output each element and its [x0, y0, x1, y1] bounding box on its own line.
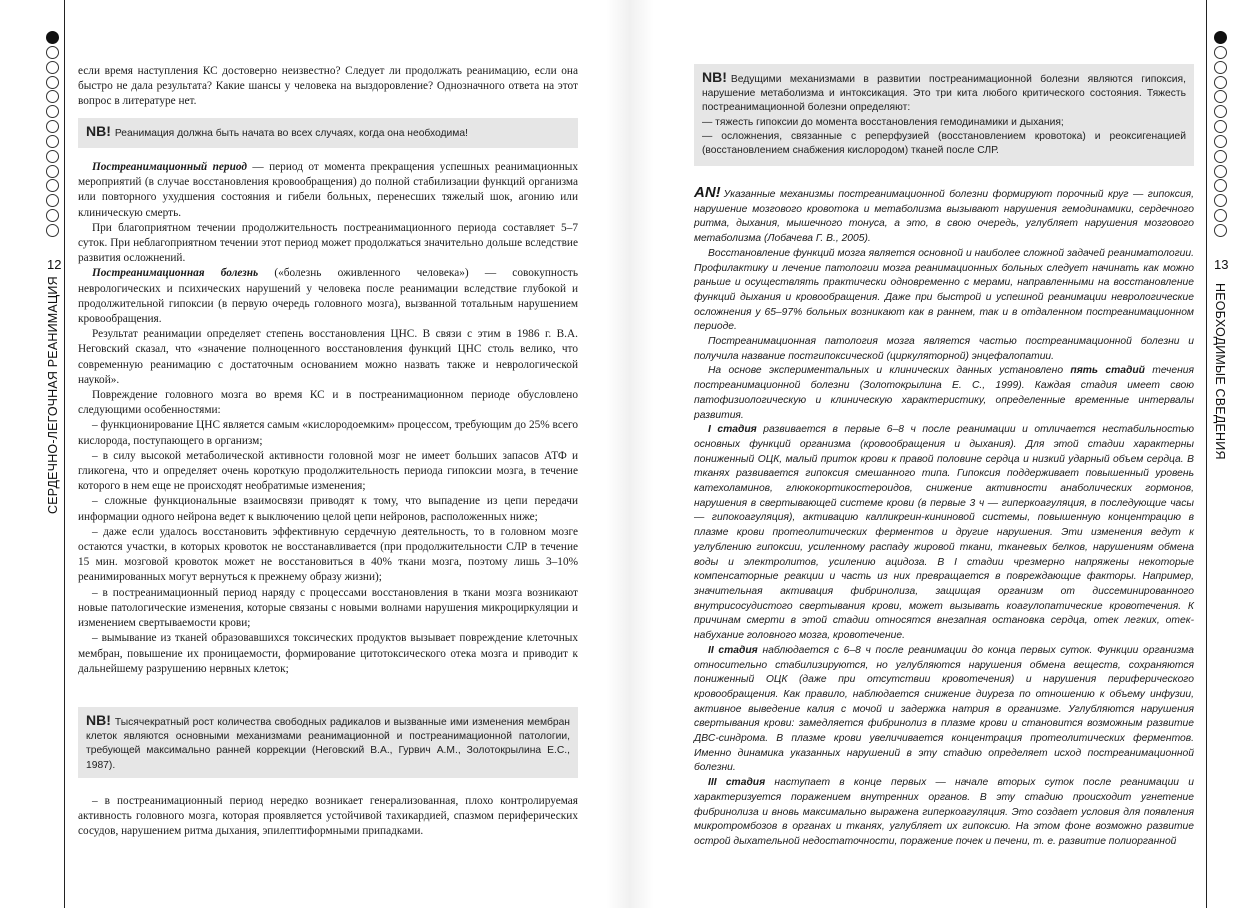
empty-dot: [46, 105, 59, 118]
empty-dot: [46, 135, 59, 148]
paragraph: Восстановление функций мозга является основной и наиболее сложной задачей реаниматологии. Профилактику и лечение патологии мозга реанимационных больных следует начинать как можно раньше и осуществлять практически одновременно с мерами, направленными на восстановление функций дыхания и кровообращения. Даже при быстрой и успешной реанимации неврологические осложнения у 65–97% больных возникают как в раннем, так и в отдаленном постреанимационном периоде.: [694, 247, 1194, 333]
empty-dot: [1214, 76, 1227, 89]
right-page-number: 13: [1214, 257, 1229, 272]
stage-text: развивается в первые 6–8 ч после реанимации и отличается нестабильностью основных функций организма (кровообращения и дыхания). Для этой стадии характерны пониженный ОЦК, малый приток крови к правой половине сердца и низкий ударный объем сердца. В тканях развивается гипоксия смешанного типа. Гипоксия поддерживает повышенный уровень катехоламинов, глюкокортикостероидов, снижение активности анаболических гормонов, нарушения в свертывающей системе крови (в первые 3 ч — гиперкоагуляция, в последующие часы — гипокоагуляция), активацию калликреин-кининовой системы, повышенную концентрацию в плазме крови протеолитических ферментов и другие нарушения. Эти изменения ведут к углублению гипоксии, усиленному распаду жировой ткани, тканевых белков, нарушениям обмена воды и электролитов, усилению ацидоза. В I стадии чрезмерно напряжены некоторые компенсаторные реакции и часть из них превращается в повреждающие факторы. Например, значительная активация фибринолиза, защищая организм от диссеминированного внутрисосудистого свертывания крови, может вызывать коагулопатические кровотечения. К причинам смерти в этой стадии относятся внезапная остановка сердца, отек легких, отек-набухание головного мозга, кровотечение.: [694, 424, 1194, 642]
stage-text: наблюдается с 6–8 ч после реанимации до конца первых суток. Функции организма относительно стабилизируются, но углубляются нарушения обмена веществ, сохраняются пониженный ОЦК (даже при отсутствии кровотечения) и нарушения периферического кровообращения. Как правило, наблюдается снижение диуреза по отношению к объему инфузии, активное выведение калия с мочой и задержка натрия в организме. Углубляются нарушения свертывания крови: замедляется фибринолиз в плазме крови и становится возможным развитие ДВС-синдрома. В плазме крови увеличивается концентрация протеолитических ферментов. Именно динамика указанных нарушений в эту стадию определяет исход постреанимационной болезни.: [694, 644, 1194, 774]
empty-dot: [1214, 120, 1227, 133]
list-item: – сложные функциональные взаимосвязи приводят к тому, что выпадение из цепи передачи информации одного нейрона ведет к выключению целой цепи нейронов, расположенных ниже;: [78, 495, 578, 523]
an-text: Указанные механизмы постреанимационной болезни формируют порочный круг — гипоксия, нарушение мозгового кровотока и метаболизма вызывают нарушения гемодинамики, сердечного ритма, дыхания, мышечного тонуса, а это, в свою очередь, углубляет нарушения мозгового метаболизма (Лобачева Г. В., 2005).: [694, 189, 1194, 245]
gutter-shadow: [606, 0, 630, 908]
nb-text: Реанимация должна быть начата во всех случаях, когда она необходима!: [114, 128, 468, 139]
stage-text: наступает в конце первых — начале вторых суток после реанимации и характеризуется поражением внутренних органов. В эту стадию происходит угнетение фибринолиза и вновь максимально выражена гиперкоагуляция. Это создает условия для появления микротромбозов в органах и тканях, углубляет их гипоксию. На этом фоне возможно развитие острой дыхательной недостаточности, поражение почек и печени, т. е. развитие полиорганной: [694, 777, 1194, 847]
empty-dot: [1214, 209, 1227, 222]
paragraph-text: На основе экспериментальных и клинических данных установлено: [708, 365, 1071, 377]
empty-dot: [1214, 224, 1227, 237]
an-paragraph: [694, 186, 1194, 247]
nb-list-item: — тяжесть гипоксии до момента восстановления гемодинамики и дыхания;: [702, 116, 1064, 128]
paragraph-text: — период от момента прекращения успешных реанимационных мероприятий (в случае восстановления кровообращения) до полной стабилизации функций организма или повторного ухудшения состояния и гибели больных, перенесших тяжелый шок, агонию или клиническую смерть.: [78, 161, 578, 219]
empty-dot: [46, 150, 59, 163]
list-item: – в постреанимационный период нередко возникает генерализованная, плохо контролируемая активность головного мозга, которая проявляется устойчивой тахикардией, спазмом периферических сосудов, нарушением ритма дыхания, эпилептиформными припадками.: [78, 795, 578, 838]
paragraph: Повреждение головного мозга во время КС и в постреанимационном периоде обусловлено следующими особенностями:: [78, 389, 578, 417]
empty-dot: [46, 90, 59, 103]
empty-dot: [1214, 165, 1227, 178]
left-running-head: СЕРДЕЧНО-ЛЕГОЧНАЯ РЕАНИМАЦИЯ: [46, 276, 60, 514]
empty-dot: [1214, 135, 1227, 148]
right-body: [694, 186, 1194, 850]
left-tail: [78, 794, 578, 840]
empty-dot: [1214, 90, 1227, 103]
empty-dot: [1214, 150, 1227, 163]
empty-dot: [1214, 194, 1227, 207]
stage-label: III стадия: [708, 777, 766, 789]
empty-dot: [46, 179, 59, 192]
list-item: – в постреанимационный период наряду с процессами восстановления в ткани мозга возникают новые патологические изменения, которые связаны с новыми волнами нарушения микроциркуляции и изменением свертываемости крови;: [78, 586, 578, 630]
empty-dot: [1214, 61, 1227, 74]
nb-box-right: [694, 64, 1194, 166]
left-margin-rule: [64, 0, 65, 908]
paragraph: Результат реанимации определяет степень восстановления ЦНС. В связи с этим в 1986 г. В.А. Неговский сказал, что «значение полноценного восстановления функций ЦНС столь велико, что современную реанимацию с достаточным основанием можно назвать также и неврологической наукой».: [78, 328, 578, 386]
nb-tag: NB!: [86, 123, 111, 139]
nb-text: Тысячекратный рост количества свободных радикалов и вызванные ими изменения мембран клеток являются основными механизмами реанимационной и постреанимационной патологии, требующей максимально ранней коррекции (Неговский В.А., Гурвич А.М., Золотокрылина Е.С., 1987).: [86, 717, 570, 771]
list-item: – функционирование ЦНС является самым «кислородоемким» процессом, требующим до 25% всего кислорода, поступающего в организм;: [78, 419, 578, 447]
right-progress-dots: [1214, 31, 1227, 239]
paragraph: [78, 160, 578, 221]
nb-tag: NB!: [702, 69, 727, 85]
paragraph: [78, 266, 578, 327]
empty-dot: [1214, 105, 1227, 118]
empty-dot: [46, 194, 59, 207]
bold-term: пять стадий: [1070, 365, 1145, 377]
empty-dot: [1214, 46, 1227, 59]
left-body: [78, 160, 578, 677]
nb-box-1: [78, 118, 578, 148]
stage-paragraph: [694, 776, 1194, 850]
paragraph-text: течения постреанимационной болезни (Золотокрылина Е. С., 1999). Каждая стадия имеет свою патофизиологическую и клиническую характеристику, определенные временные интервалы развития.: [694, 365, 1194, 421]
list-item: – вымывание из тканей образовавшихся токсических продуктов вызывает повреждение клеточных мембран, повышение их проницаемости, формирование цитотоксического отека мозга и приводит к дальнейшему разрушению нервных клеток;: [78, 632, 578, 675]
paragraph: [694, 364, 1194, 423]
right-margin-rule: [1206, 0, 1207, 908]
empty-dot: [46, 46, 59, 59]
paragraph: При благоприятном течении продолжительность постреанимационного периода составляет 5–7 суток. При неблагоприятном течении этот период может продолжаться значительно дольше вследствие развития осложнений.: [78, 221, 578, 265]
empty-dot: [46, 209, 59, 222]
stage-paragraph: [694, 423, 1194, 644]
list-item: – в силу высокой метаболической активности головной мозг не имеет больших запасов АТФ и гликогена, что и определяет очень короткую продолжительность периода гипоксии мозга, в течение которого в нем еще не происходят необратимые изменения;: [78, 449, 578, 493]
filled-dot: [46, 31, 59, 44]
filled-dot: [1214, 31, 1227, 44]
right-page: [630, 0, 1260, 908]
empty-dot: [46, 76, 59, 89]
nb-box-2: [78, 707, 578, 778]
paragraph: Постреанимационная патология мозга является частью постреанимационной болезни и получила название постгипоксической (циркуляторной) энцефалопатии.: [694, 336, 1194, 362]
empty-dot: [46, 224, 59, 237]
left-page-number: 12: [47, 257, 62, 272]
nb-text: Ведущими механизмами в развитии постреанимационной болезни являются гипоксия, нарушение метаболизма и интоксикация. Это три кита любого критического состояния. Тяжесть постреанимационной болезни определяют:: [702, 74, 1186, 114]
an-tag: AN!: [694, 184, 721, 201]
term: Постреанимационный период: [92, 161, 247, 173]
list-item: – даже если удалось восстановить эффективную сердечную деятельность, то в головном мозге остаются участки, в которых кровоток не восстанавливается (при продолжительности СЛР в течение 15 мин. мозговой кровоток может не восстановиться в 40% ткани мозга, поэтому лишь 3–10% реанимированных могут вернуться к прежнему образу жизни);: [78, 525, 578, 584]
nb-tag: NB!: [86, 712, 111, 728]
empty-dot: [46, 165, 59, 178]
term: Постреанимационная болезнь: [92, 267, 259, 280]
empty-dot: [1214, 179, 1227, 192]
intro-paragraph: если время наступления КС достоверно неизвестно? Следует ли продолжать реанимацию, если она быстро не дала результата? Какие шансы у человека на выздоровление? Однозначного ответа на этот вопрос в литературе нет.: [78, 65, 578, 108]
left-intro: [78, 64, 578, 110]
nb-list-item: — осложнения, связанные с реперфузией (восстановлением кровотока) и реоксигенацией (восстановлением снабжения кислородом) тканей после СЛР.: [702, 130, 1186, 157]
stage-label: I стадия: [708, 424, 757, 436]
left-progress-dots: [46, 31, 59, 239]
right-running-head: НЕОБХОДИМЫЕ СВЕДЕНИЯ: [1213, 283, 1227, 460]
empty-dot: [46, 61, 59, 74]
empty-dot: [46, 120, 59, 133]
stage-label: II стадия: [708, 644, 758, 656]
stage-paragraph: [694, 644, 1194, 776]
paragraph-text: («болезнь оживленного человека») — совокупность неврологических и психических нарушений у человека после реанимации вследствие глубокой и продолжительной гипоксии (в первую очередь головного мозга), вызванной тотальным нарушением кровообращения.: [78, 267, 578, 326]
